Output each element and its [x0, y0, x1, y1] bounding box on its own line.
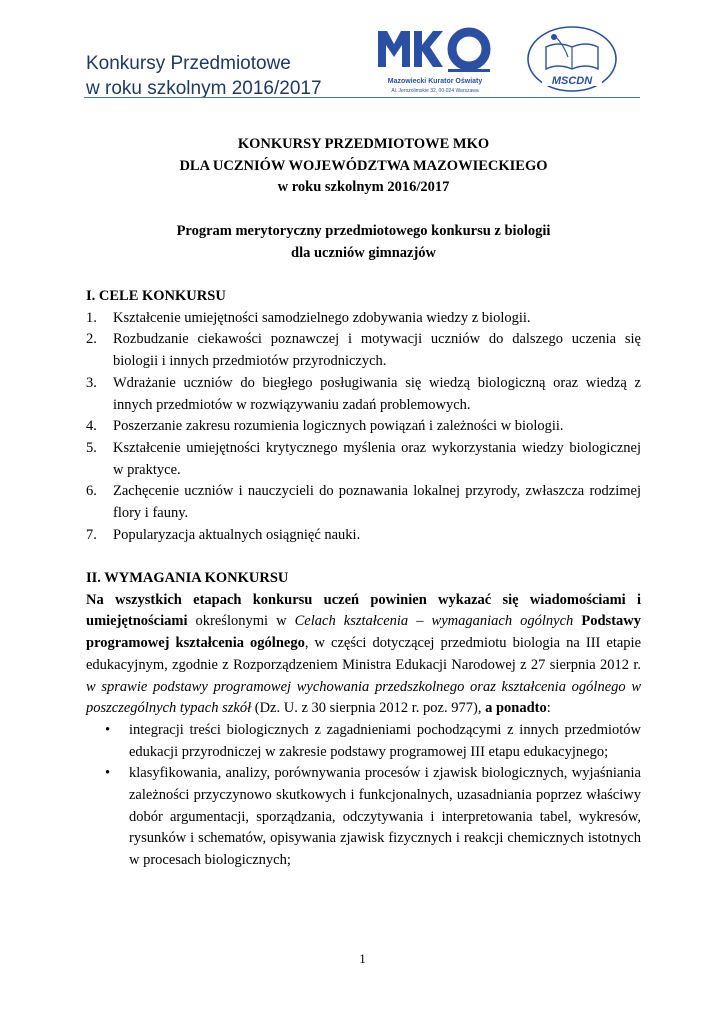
list-item: 1. Kształcenie umiejętności samodzielnego zdobywania wiedzy z biologii.: [86, 309, 531, 326]
mko-logo: [375, 27, 495, 99]
mko-caption-line1: Mazowiecki Kurator Oświaty: [387, 78, 483, 85]
title-line3: w roku szkolnym 2016/2017: [277, 179, 450, 196]
header-title: [86, 51, 322, 101]
list-item: 2. Rozbudzanie ciekawości poznawczej i motywacji uczniów do dalszego uczenia się biologii i innych przedmiotów przyrodniczych.: [86, 331, 641, 370]
header-title-line1: Konkursy Przedmiotowe: [86, 53, 291, 74]
bullet-icon: •: [105, 721, 111, 738]
bullet-icon: •: [105, 765, 111, 782]
subtitle-line2: dla uczniów gimnazjów: [291, 244, 436, 261]
document-title: [86, 134, 641, 199]
section-requirements: [86, 568, 641, 872]
title-line1: KONKURSY PRZEDMIOTOWE MKO: [237, 136, 490, 152]
title-line2: DLA UCZNIÓW WOJEWÓDZTWA MAZOWIECKIEGO: [179, 157, 548, 174]
subtitle-line1: Program merytoryczny przedmiotowego konkursu z biologii: [176, 223, 551, 239]
goals-list: [86, 308, 641, 547]
list-item: 4. Poszerzanie zakresu rozumienia logicznych powiązań i zależności w biologii.: [86, 418, 564, 435]
header-divider: [84, 97, 640, 98]
mscdn-logo: [524, 25, 620, 95]
list-item: • integracji treści biologicznych z zagadnieniami pochodzącymi z innych przedmiotów edukacji przyrodniczej w zakresie podstawy programowej III etapu edukacyjnego;: [105, 721, 641, 760]
list-item: 7. Popularyzacja aktualnych osiągnięć nauki.: [86, 526, 361, 543]
header-title-line2: w roku szkolnym 2016/2017: [86, 78, 322, 99]
list-item: 6. Zachęcenie uczniów i nauczycieli do poznawania lokalnej przyrody, zwłaszcza rodzimej flory i fauny.: [86, 483, 641, 522]
requirements-paragraph: Na wszystkich etapach konkursu uczeń powinien wykazać się wiadomościami i umiejętnościami określonymi w Celach kształcenia – wymaganiach ogólnych Podstawy programowej kształcenia ogólnego, w części dotyczącej przedmiotu biologia na III etapie edukacyjnym, zgodnie z Rozporządzeniem Ministra Edukacji Narodowej z 27 sierpnia 2012 r. w sprawie podstawy programowej wychowania przedszkolnego oraz kształcenia ogólnego w poszczególnych typach szkół (Dz. U. z 30 sierpnia 2012 r. poz. 977), a ponadto:: [86, 591, 642, 717]
section-goals: [86, 286, 641, 546]
list-item: • klasyfikowania, analizy, porównywania procesów i zjawisk biologicznych, wyjaśniania zależności przyczynowo skutkowych i funkcjonalnych, uzasadniania poprzez właściwy dobór argumentacji, sporządzania, odczytywania i interpretowania tabel, wykresów, rysunków i schematów, opisywania zjawisk fizycznych i reakcji chemicznych istotnych w procesach biologicznych;: [105, 765, 641, 869]
requirements-list: [86, 720, 641, 872]
document-subtitle: [86, 221, 641, 264]
page-number: 1: [359, 951, 366, 966]
mko-caption-line2: Al. Jerozolimskie 32, 00-024 Warszawa: [391, 88, 479, 94]
section1-heading: I. CELE KONKURSU: [86, 288, 226, 304]
list-item: 5. Kształcenie umiejętności krytycznego myślenia oraz wykorzystania wiedzy biologicznej w praktyce.: [86, 439, 641, 478]
mscdn-text: MSCDN: [551, 75, 593, 87]
section2-heading: II. WYMAGANIA KONKURSU: [86, 570, 289, 586]
list-item: 3. Wdrażanie uczniów do biegłego posługiwania się wiedzą biologiczną oraz wiedzą z innych przedmiotów w rozwiązywaniu zadań problemowych.: [86, 374, 641, 413]
